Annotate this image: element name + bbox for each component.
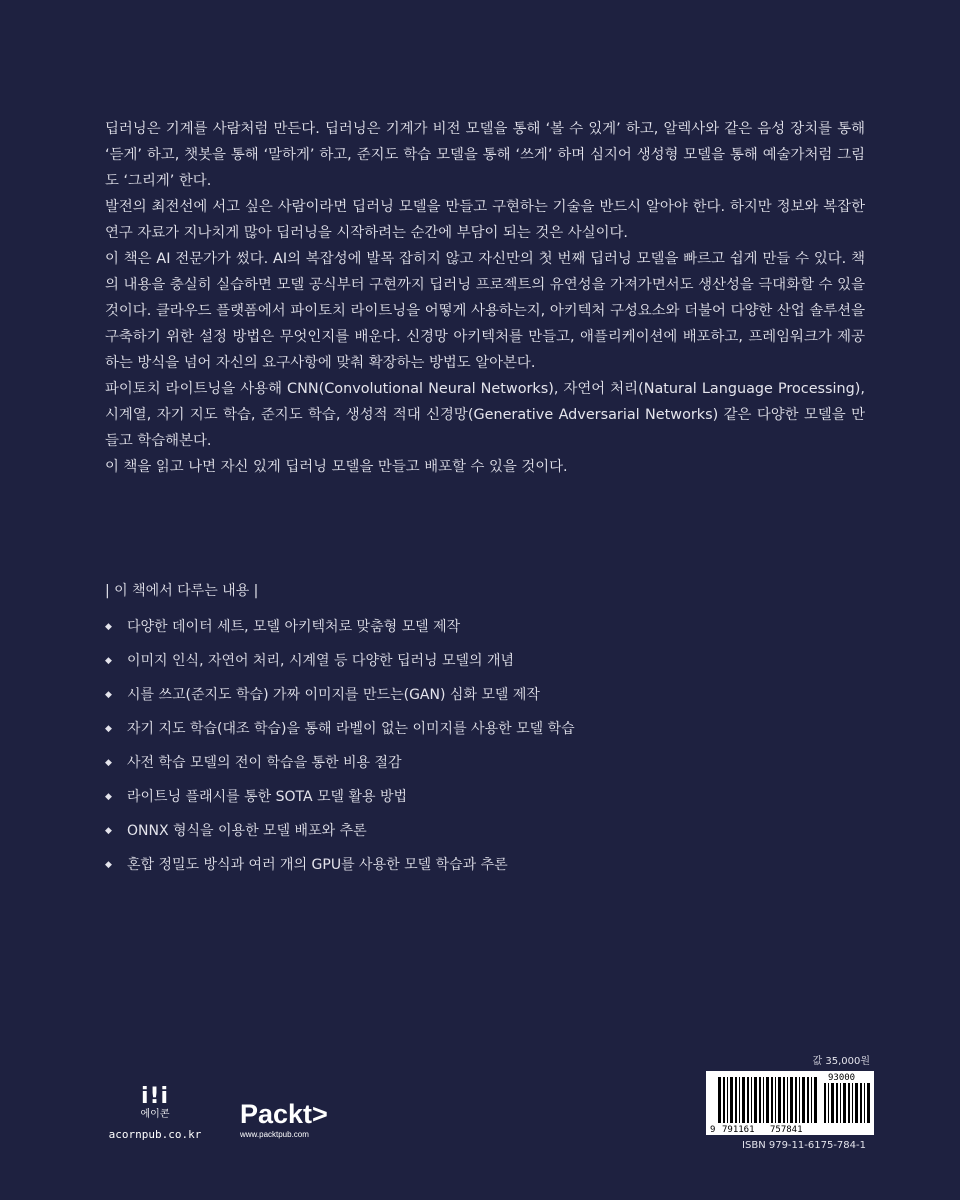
barcode-bar: [864, 1083, 865, 1123]
barcode-bar: [836, 1083, 838, 1123]
isbn-label: ISBN 979-11-6175-784-1: [742, 1140, 866, 1151]
barcode-bar: [778, 1077, 781, 1123]
feature-item: [105, 820, 865, 854]
barcode-bar: [828, 1083, 829, 1123]
feature-item: [105, 684, 865, 718]
barcode-addon-digits: 93000: [828, 1073, 856, 1083]
barcode-bar: [735, 1077, 737, 1123]
barcode-bar: [852, 1083, 853, 1123]
diamond-bullet-icon: ◆: [105, 758, 112, 768]
diamond-bullet-icon: ◆: [105, 826, 112, 836]
barcode-bar: [802, 1077, 805, 1123]
diamond-bullet-icon: ◆: [105, 724, 112, 734]
description-paragraph-2: 발전의 최전선에 서고 싶은 사람이라면 딥러닝 모델을 만들고 구현하는 기술을 반드시 알아야 한다. 하지만 정보와 복잡한 연구 자료가 지나치게 많아 딥러닝을 시작하려는 순간에 부담이 되는 것은 사실이다.: [105, 199, 865, 241]
diamond-bullet-icon: ◆: [105, 656, 112, 666]
barcode-bar: [783, 1077, 785, 1123]
packt-logo-icon: Packt>: [240, 1099, 328, 1129]
barcode-bar: [824, 1083, 826, 1123]
feature-item: [105, 650, 865, 684]
barcode-bar: [787, 1077, 788, 1123]
barcode-bar: [723, 1077, 725, 1123]
barcode-bar: [811, 1077, 812, 1123]
feature-text: 혼합 정밀도 방식과 여러 개의 GPU를 사용한 모델 학습과 추론: [127, 857, 508, 873]
barcode-bar: [766, 1077, 769, 1123]
barcode-bar: [747, 1077, 749, 1123]
barcode-bar: [814, 1077, 817, 1123]
price-label: 값 35,000원: [812, 1056, 870, 1067]
barcode-bar: [730, 1077, 733, 1123]
barcode-bar: [843, 1083, 846, 1123]
barcode-left-digits: 791161: [722, 1125, 755, 1135]
feature-text: ONNX 형식을 이용한 모델 배포와 추론: [127, 823, 367, 839]
diamond-bullet-icon: ◆: [105, 622, 112, 632]
barcode-bar: [848, 1083, 850, 1123]
book-description: [105, 116, 865, 480]
diamond-bullet-icon: ◆: [105, 792, 112, 802]
barcode-bar: [739, 1077, 740, 1123]
feature-item: [105, 786, 865, 820]
feature-item: [105, 752, 865, 786]
packt-url: www.packtpub.com: [240, 1130, 309, 1139]
barcode-bar: [742, 1077, 745, 1123]
feature-text: 다양한 데이터 세트, 모델 아키텍처로 맞춤형 모델 제작: [127, 619, 461, 635]
feature-item: [105, 854, 865, 888]
barcode-bar: [840, 1083, 841, 1123]
barcode-bar: [807, 1077, 809, 1123]
barcode-bar: [754, 1077, 757, 1123]
acorn-url: acornpub.co.kr: [108, 1128, 202, 1141]
barcode-bar: [727, 1077, 728, 1123]
acorn-publisher-logo: [95, 1086, 215, 1141]
description-paragraph-3: 이 책은 AI 전문가가 썼다. AI의 복잡성에 발목 잡히지 않고 자신만의 첫 번째 딥러닝 모델을 빠르고 쉽게 만들 수 있다. 책의 내용을 충실히 실습하면 모델 공식부터 구현까지 딥러닝 프로젝트의 유연성을 가져가면서도 생산성을 극대화할 수 있을 것이다. 클라우드 플랫폼에서 파이토치 라이트닝을 어떻게 사용하는지, 아키텍처 구성요소와 더불어 다양한 산업 솔루션을 구축하기 위한 설정 방법은 무엇인지를 배운다. 신경망 아키텍처를 만들고, 애플리케이션에 배포하고, 프레임워크가 제공하는 방식을 넘어 자신의 요구사항에 맞춰 확장하는 방법도 알아본다.: [105, 251, 865, 371]
barcode-bar: [718, 1077, 721, 1123]
barcode-bar: [795, 1077, 797, 1123]
barcode-right-digits: 757841: [770, 1125, 803, 1135]
barcode-lead-digit: 9: [710, 1125, 716, 1135]
description-paragraph-5: 이 책을 읽고 나면 자신 있게 딥러닝 모델을 만들고 배포할 수 있을 것이다.: [105, 459, 568, 475]
barcode-bar: [759, 1077, 761, 1123]
barcode-bar: [831, 1083, 834, 1123]
feature-text: 이미지 인식, 자연어 처리, 시계열 등 다양한 딥러닝 모델의 개념: [127, 653, 515, 669]
description-paragraph-1: 딥러닝은 기계를 사람처럼 만든다. 딥러닝은 기계가 비전 모델을 통해 ‘볼 수 있게’ 하고, 알렉사와 같은 음성 장치를 통해 ‘듣게’ 하고, 챗봇을 통해 ‘말하게’ 하고, 준지도 학습 모델을 통해 ‘쓰게’ 하며 심지어 생성형 모델을 통해 예술가처럼 그림도 ‘그리게’ 한다.: [105, 121, 865, 189]
feature-item: [105, 616, 865, 650]
barcode-bar: [763, 1077, 764, 1123]
barcode-bar: [751, 1077, 752, 1123]
barcode-bar: [790, 1077, 793, 1123]
barcode-bar: [799, 1077, 800, 1123]
description-paragraph-4: 파이토치 라이트닝을 사용해 CNN(Convolutional Neural Networks), 자연어 처리(Natural Language Processing), 시계열, 자기 지도 학습, 준지도 학습, 생성적 적대 신경망(Generative Adversarial Networks) 같은 다양한 모델을 만들고 학습해본다.: [105, 381, 865, 449]
feature-text: 라이트닝 플래시를 통한 SOTA 모델 활용 방법: [127, 789, 408, 805]
barcode-bar: [771, 1077, 773, 1123]
barcode-bar: [867, 1083, 870, 1123]
feature-item: [105, 718, 865, 752]
feature-text: 자기 지도 학습(대조 학습)을 통해 라벨이 없는 이미지를 사용한 모델 학습: [127, 721, 575, 737]
feature-text: 사전 학습 모델의 전이 학습을 통한 비용 절감: [127, 755, 402, 771]
diamond-bullet-icon: ◆: [105, 860, 112, 870]
features-heading: | 이 책에서 다루는 내용 |: [105, 583, 259, 599]
isbn-barcode: [706, 1071, 874, 1135]
acorn-name: 에이콘: [140, 1109, 170, 1120]
diamond-bullet-icon: ◆: [105, 690, 112, 700]
acorn-logo-icon: i!i: [140, 1084, 170, 1109]
barcode-bar: [775, 1077, 776, 1123]
barcode-icon: [706, 1071, 874, 1135]
barcode-bar: [860, 1083, 862, 1123]
features-list: [105, 616, 865, 888]
barcode-bar: [855, 1083, 858, 1123]
feature-text: 시를 쓰고(준지도 학습) 가짜 이미지를 만드는(GAN) 심화 모델 제작: [127, 687, 540, 703]
packt-publisher-logo: [240, 1100, 340, 1139]
